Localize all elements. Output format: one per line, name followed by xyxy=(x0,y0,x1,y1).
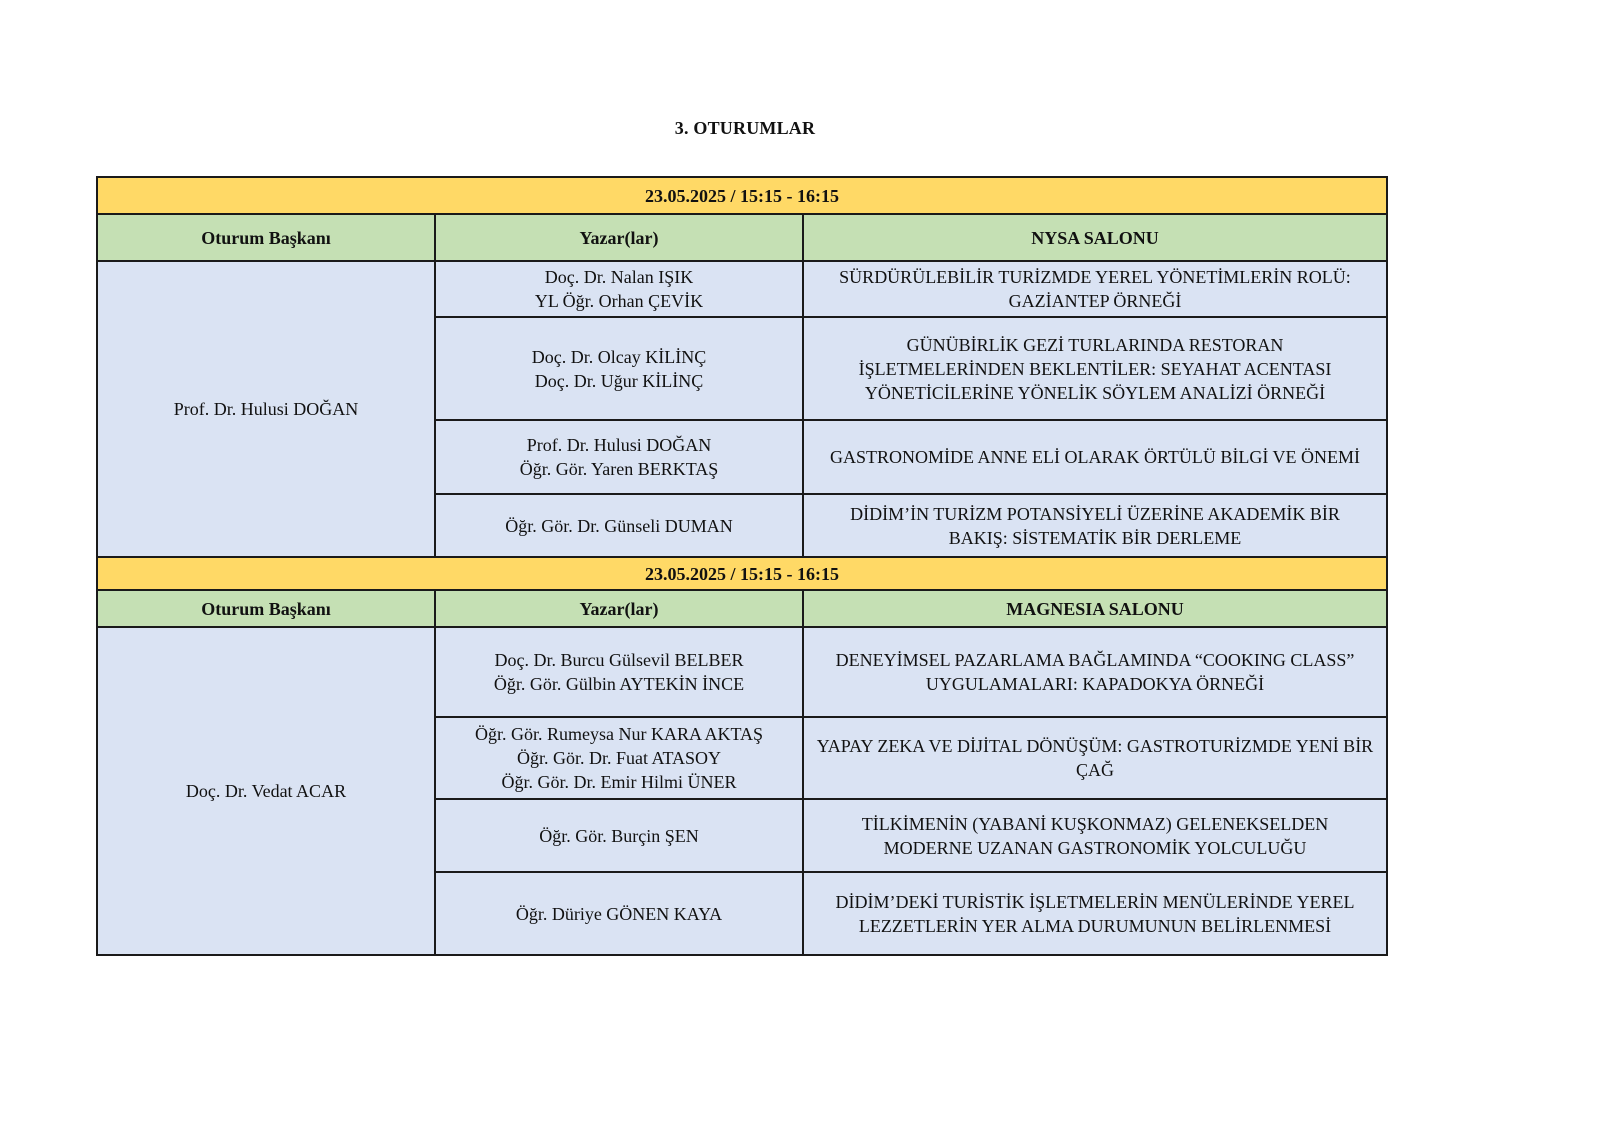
paper-authors xyxy=(435,799,803,872)
page-title: 3. OTURUMLAR xyxy=(674,118,816,138)
paper-title: DİDİM’İN TURİZM POTANSİYELİ ÜZERİNE AKADEMİK BİR BAKIŞ: SİSTEMATİK BİR DERLEME xyxy=(803,494,1387,557)
paper-title: GASTRONOMİDE ANNE ELİ OLARAK ÖRTÜLÜ BİLGİ VE ÖNEMİ xyxy=(803,420,1387,494)
paper-authors xyxy=(435,627,803,717)
author-name: Doç. Dr. Burcu Gülsevil BELBER xyxy=(494,650,744,670)
paper-authors xyxy=(435,420,803,494)
paper-row xyxy=(97,627,1387,717)
author-name: Öğr. Düriye GÖNEN KAYA xyxy=(515,903,723,924)
paper-title: DİDİM’DEKİ TURİSTİK İŞLETMELERİN MENÜLERİNDE YEREL LEZZETLERİN YER ALMA DURUMUNUN BELİRLENMESİ xyxy=(803,872,1387,955)
author-name: Öğr. Gör. Rumeysa Nur KARA AKTAŞ xyxy=(474,724,764,744)
session-datetime-row xyxy=(97,177,1387,214)
author-name: Öğr. Gör. Burçin ŞEN xyxy=(539,825,699,846)
author-name: Prof. Dr. Hulusi DOĞAN xyxy=(526,435,712,455)
paper-title: GÜNÜBİRLİK GEZİ TURLARINDA RESTORAN İŞLETMELERİNDEN BEKLENTİLER: SEYAHAT ACENTASI YÖNETİCİLERİNE YÖNELİK SÖYLEM ANALİZİ ÖRNEĞİ xyxy=(803,317,1387,420)
session-datetime: 23.05.2025 / 15:15 - 16:15 xyxy=(97,557,1387,590)
paper-authors xyxy=(435,717,803,799)
author-name: Öğr. Gör. Dr. Fuat ATASOY xyxy=(516,748,722,768)
paper-title: SÜRDÜRÜLEBİLİR TURİZMDE YEREL YÖNETİMLERİN ROLÜ: GAZİANTEP ÖRNEĞİ xyxy=(803,261,1387,317)
paper-title: DENEYİMSEL PAZARLAMA BAĞLAMINDA “COOKING CLASS” UYGULAMALARI: KAPADOKYA ÖRNEĞİ xyxy=(803,627,1387,717)
session-chair: Prof. Dr. Hulusi DOĞAN xyxy=(97,261,435,557)
session-datetime-row xyxy=(97,557,1387,590)
paper-authors xyxy=(435,494,803,557)
session-chair: Doç. Dr. Vedat ACAR xyxy=(97,627,435,955)
chair-column-header: Oturum Başkanı xyxy=(97,214,435,261)
author-name: Doç. Dr. Uğur KİLİNÇ xyxy=(534,370,704,391)
session-datetime: 23.05.2025 / 15:15 - 16:15 xyxy=(97,177,1387,214)
author-name: Öğr. Gör. Gülbin AYTEKİN İNCE xyxy=(493,674,745,694)
author-name: YL Öğr. Orhan ÇEVİK xyxy=(534,291,704,311)
author-name: Öğr. Gör. Yaren BERKTAŞ xyxy=(519,459,719,479)
author-name: Öğr. Gör. Dr. Günseli DUMAN xyxy=(505,515,733,536)
paper-authors xyxy=(435,317,803,420)
author-name: Öğr. Gör. Dr. Emir Hilmi ÜNER xyxy=(501,772,737,792)
hall-column-header: MAGNESIA SALONU xyxy=(803,590,1387,627)
paper-authors xyxy=(435,261,803,317)
author-name: Doç. Dr. Olcay KİLİNÇ xyxy=(531,346,707,367)
column-header-row xyxy=(97,214,1387,261)
paper-title: TİLKİMENİN (YABANİ KUŞKONMAZ) GELENEKSELDEN MODERNE UZANAN GASTRONOMİK YOLCULUĞU xyxy=(803,799,1387,872)
author-name: Doç. Dr. Nalan IŞIK xyxy=(544,267,694,287)
paper-authors xyxy=(435,872,803,955)
chair-column-header: Oturum Başkanı xyxy=(97,590,435,627)
hall-column-header: NYSA SALONU xyxy=(803,214,1387,261)
authors-column-header: Yazar(lar) xyxy=(435,214,803,261)
paper-title: YAPAY ZEKA VE DİJİTAL DÖNÜŞÜM: GASTROTURİZMDE YENİ BİR ÇAĞ xyxy=(803,717,1387,799)
authors-column-header: Yazar(lar) xyxy=(435,590,803,627)
paper-row xyxy=(97,261,1387,317)
column-header-row xyxy=(97,590,1387,627)
session-schedule-table xyxy=(96,176,1388,956)
